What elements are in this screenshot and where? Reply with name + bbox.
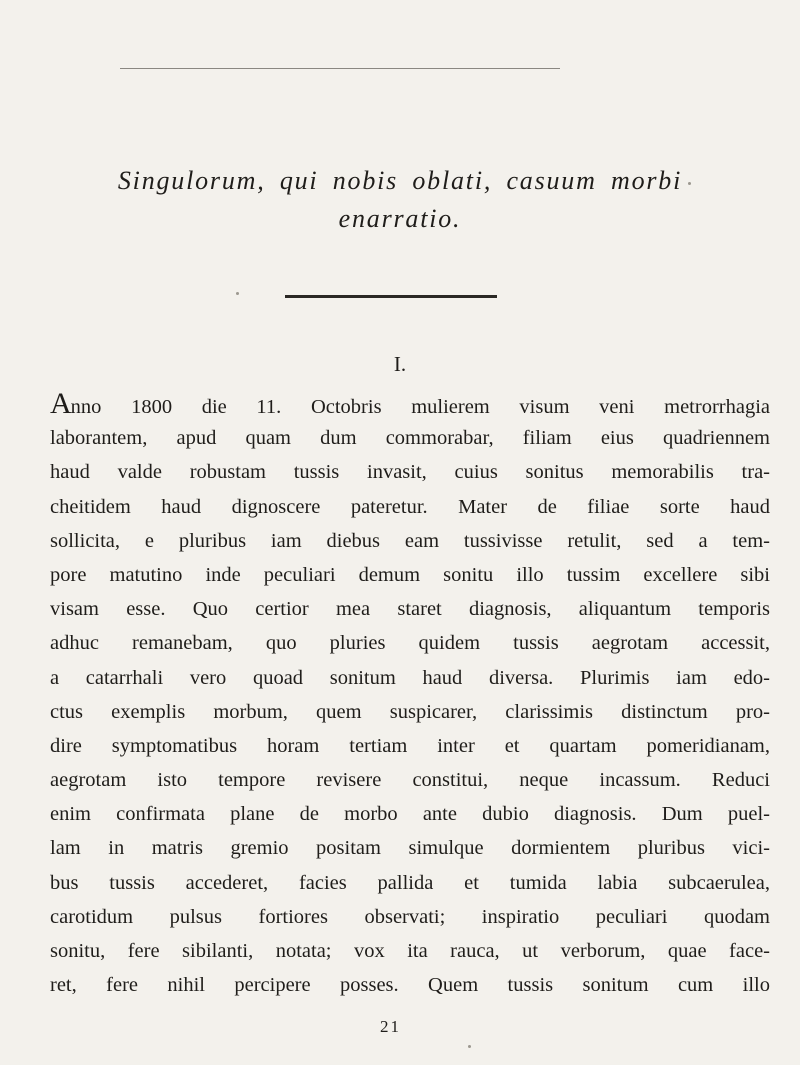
body-line-2: laborantem, apud quam dum commorabar, filiam eius quadriennem	[50, 427, 770, 450]
section-number: I.	[393, 352, 407, 376]
heading-divider-rule	[285, 295, 497, 298]
page-number: 21	[380, 1017, 401, 1036]
body-line-16: carotidum pulsus fortiores observati; inspiratio peculiari quodam	[50, 905, 770, 928]
chapter-heading-line-1: Singulorum, qui nobis oblati, casuum morbi	[117, 166, 683, 195]
body-line-5: sollicita, e pluribus iam diebus eam tussivisse retulit, sed a tem-	[50, 529, 770, 552]
paper-speck	[236, 292, 239, 295]
body-line-7: visam esse. Quo certior mea staret diagnosis, aliquantum temporis	[50, 598, 770, 621]
body-line-6: pore matutino inde peculiari demum sonitu illo tussim excellere sibi	[50, 563, 770, 586]
body-line-18: ret, fere nihil percipere posses. Quem tussis sonitum cum illo	[50, 974, 770, 997]
body-paragraph	[50, 387, 770, 1002]
body-line-11: dire symptomatibus horam tertiam inter et quartam pomeridianam,	[50, 734, 770, 757]
paper-speck	[468, 1045, 471, 1048]
body-line-1-text: nno 1800 die 11. Octobris mulierem visum veni metrorrhagia	[70, 396, 770, 418]
body-line-3: haud valde robustam tussis invasit, cuius sonitus memorabilis tra-	[50, 461, 770, 484]
body-line-9: a catarrhali vero quoad sonitum haud diversa. Plurimis iam edo-	[50, 666, 770, 689]
body-line-13: enim confirmata plane de morbo ante dubio diagnosis. Dum puel-	[50, 803, 770, 826]
top-rule	[120, 68, 560, 69]
paper-speck	[688, 182, 691, 185]
body-line-15: bus tussis accederet, facies pallida et tumida labia subcaerulea,	[50, 871, 770, 894]
body-line-14: lam in matris gremio positam simulque dormientem pluribus vici-	[50, 837, 770, 860]
initial-letter: A	[50, 387, 71, 420]
body-line-1	[50, 387, 770, 421]
body-line-12: aegrotam isto tempore revisere constitui, neque incassum. Reduci	[50, 769, 770, 792]
chapter-heading-line-2: enarratio.	[338, 204, 462, 233]
body-line-17: sonitu, fere sibilanti, notata; vox ita rauca, ut verborum, quae face-	[50, 940, 770, 962]
body-line-8: adhuc remanebam, quo pluries quidem tussis aegrotam accessit,	[50, 632, 770, 655]
body-line-4: cheitidem haud dignoscere pateretur. Mater de filiae sorte haud	[50, 495, 770, 518]
body-line-10: ctus exemplis morbum, quem suspicarer, clarissimis distinctum pro-	[50, 700, 770, 723]
